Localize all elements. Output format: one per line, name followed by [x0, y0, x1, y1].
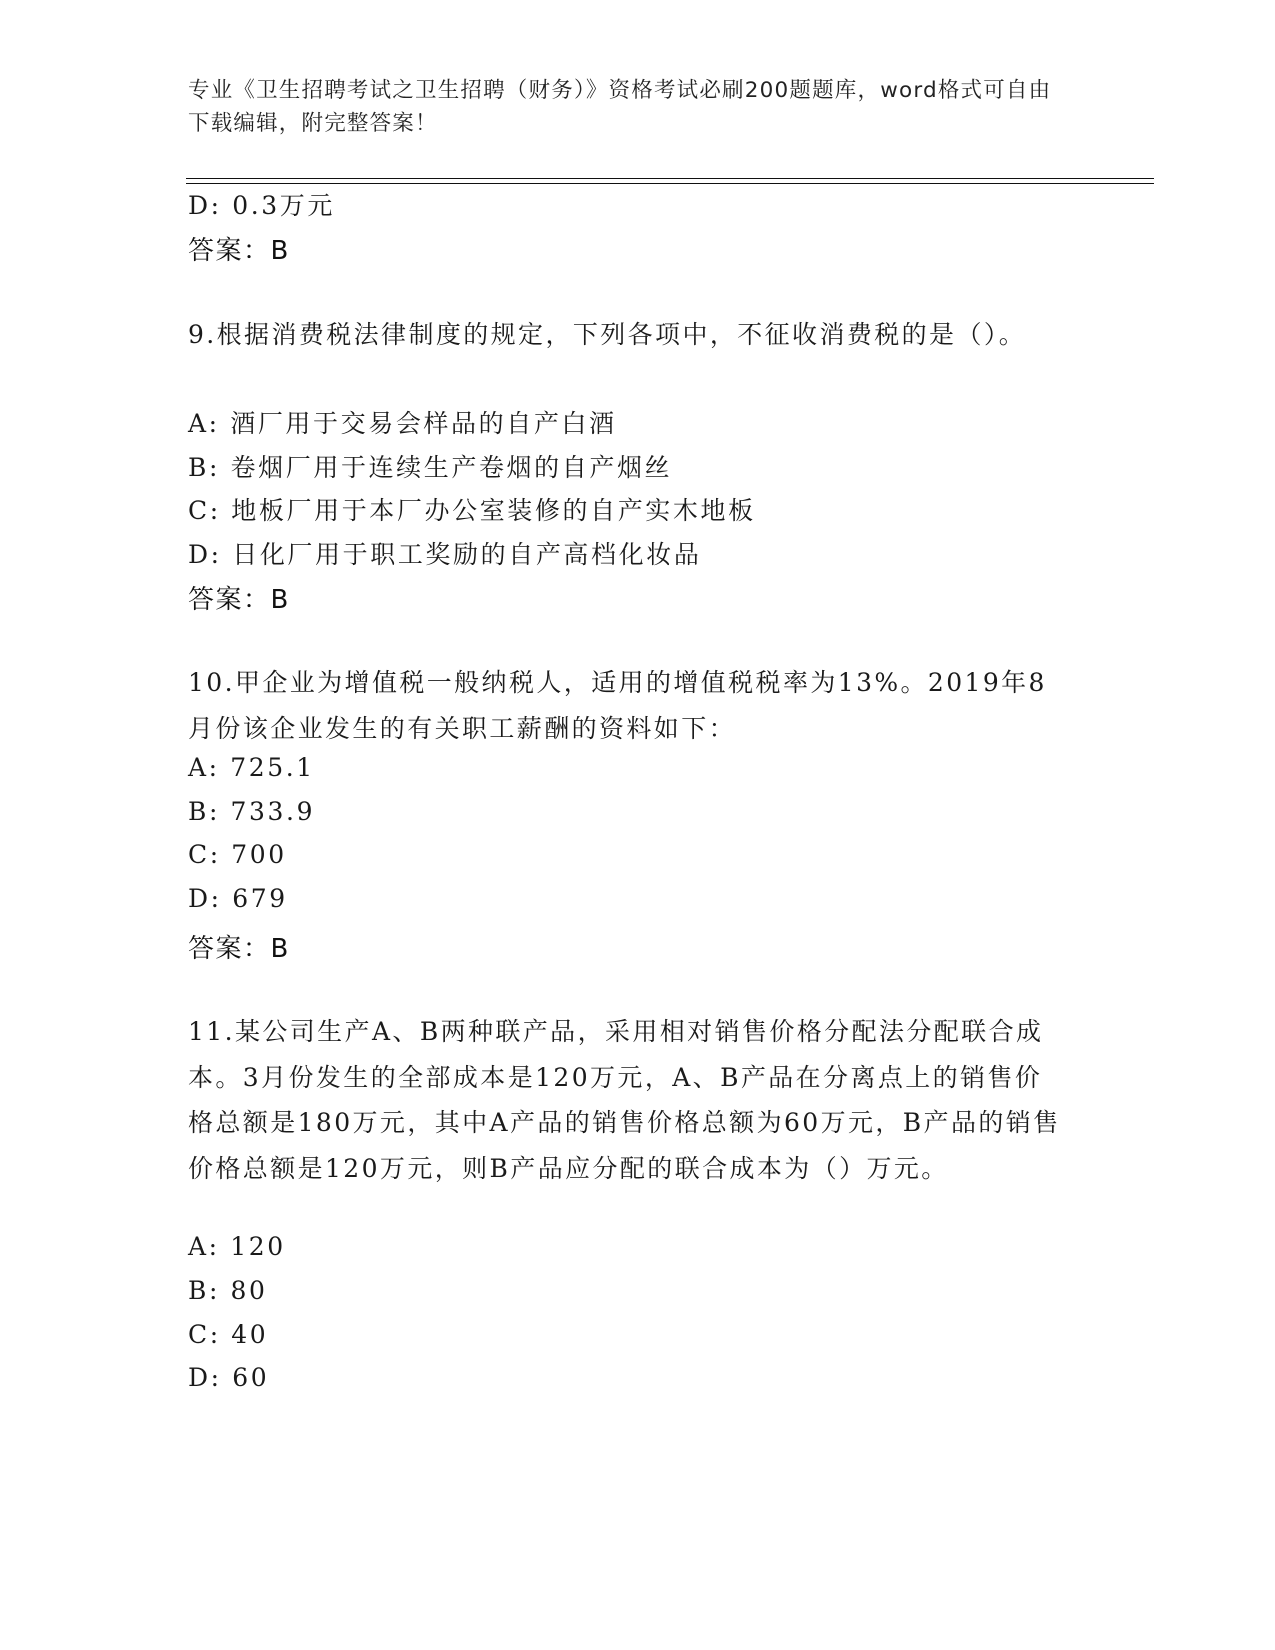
q9-option-d: D: 日化厂用于职工奖励的自产高档化妆品	[188, 540, 702, 569]
q9-option-c: C: 地板厂用于本厂办公室装修的自产实木地板	[188, 496, 756, 525]
q9-answer: 答案：B	[188, 585, 290, 615]
header-rule-bottom	[186, 183, 1154, 184]
q10-option-d: D: 679	[188, 884, 288, 913]
q8-answer: 答案：B	[188, 236, 290, 266]
q9-option-b: B: 卷烟厂用于连续生产卷烟的自产烟丝	[188, 453, 673, 482]
header-rule-top	[186, 178, 1154, 179]
q10-answer: 答案：B	[188, 934, 290, 964]
q11-option-c: C: 40	[188, 1320, 269, 1349]
q10-option-b: B: 733.9	[188, 797, 316, 826]
q10-option-a: A: 725.1	[188, 753, 315, 782]
q11-option-d: D: 60	[188, 1363, 270, 1392]
q10-option-c: C: 700	[188, 840, 287, 869]
q9-option-a: A: 酒厂用于交易会样品的自产白酒	[188, 409, 617, 438]
q11-stem: 11.某公司生产A、B两种联产品，采用相对销售价格分配法分配联合成本。3月份发生的全部成本是120万元，A、B产品在分离点上的销售价格总额是180万元，其中A产品的销售价格总额为60万元，B产品的销售价格总额是120万元，则B产品应分配的联合成本为（）万元。	[188, 1017, 1061, 1183]
q8-option-d: D: 0.3万元	[188, 191, 335, 220]
q11-option-a: A: 120	[188, 1232, 286, 1261]
q10-stem: 10.甲企业为增值税一般纳税人，适用的增值税税率为13%。2019年8月份该企业发生的有关职工薪酬的资料如下：	[188, 668, 1047, 743]
q11-option-b: B: 80	[188, 1276, 268, 1305]
q9-stem: 9.根据消费税法律制度的规定，下列各项中，不征收消费税的是（）。	[188, 320, 1027, 349]
page-header: 专业《卫生招聘考试之卫生招聘（财务）》资格考试必刷200题题库，word格式可自由下载编辑，附完整答案！	[188, 78, 1052, 136]
